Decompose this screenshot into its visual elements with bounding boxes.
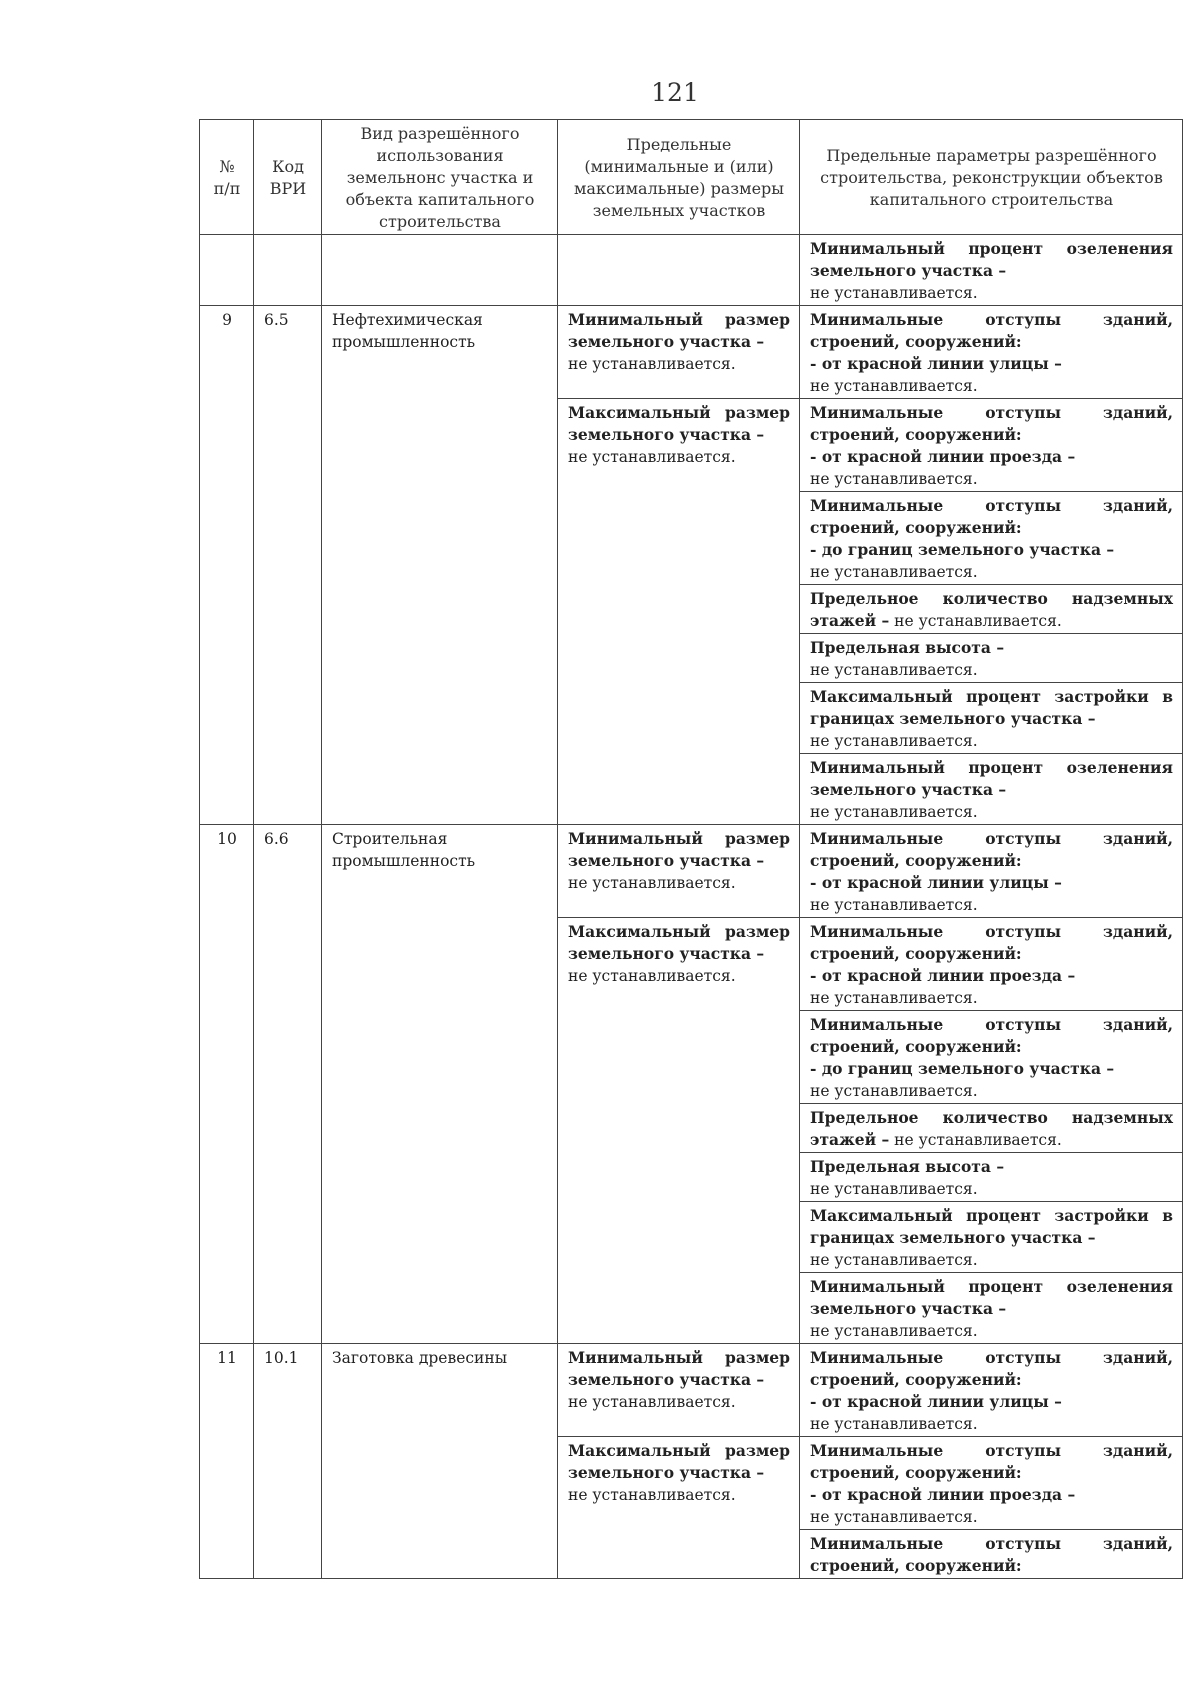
param-cell	[800, 1437, 1183, 1530]
max-size-value: не устанавливается.	[568, 1486, 736, 1504]
param-cell	[800, 1202, 1183, 1273]
param-cell	[800, 634, 1183, 683]
param-title: Минимальные отступы зданий, строений, сооружений:	[810, 403, 1173, 444]
section-row	[200, 825, 1183, 918]
param-detail: - до границ земельного участка –	[810, 540, 1115, 559]
param-value: не устанавливается.	[810, 661, 978, 679]
carry-over-row	[200, 235, 1183, 306]
param-cell	[800, 1153, 1183, 1202]
param-title: Минимальный процент озеленения земельного участка –	[810, 239, 1173, 280]
param-value: не устанавливается.	[810, 563, 978, 581]
min-size-title: Минимальный размер земельного участка –	[568, 310, 790, 351]
param-value: не устанавливается.	[810, 470, 978, 488]
min-size-cell	[558, 306, 800, 399]
row-use-type: Нефтехимическая промышленность	[322, 306, 558, 825]
header-params: Предельные параметры разрешённого строительства, реконструкции объектов капитального строительства	[800, 120, 1183, 235]
min-size-title: Минимальный размер земельного участка –	[568, 1348, 790, 1389]
param-title: Минимальные отступы зданий, строений, сооружений:	[810, 1441, 1173, 1482]
min-size-value: не устанавливается.	[568, 874, 736, 892]
param-cell	[800, 1273, 1183, 1344]
max-size-value: не устанавливается.	[568, 448, 736, 466]
min-size-value: не устанавливается.	[568, 355, 736, 373]
min-size-value: не устанавливается.	[568, 1393, 736, 1411]
max-size-cell	[558, 399, 800, 825]
param-value: не устанавливается.	[810, 1180, 978, 1198]
cell-empty	[558, 235, 800, 306]
param-cell	[800, 585, 1183, 634]
header-code: Код ВРИ	[254, 120, 322, 235]
header-vid: Вид разрешённого использования земельнонс участка и объекта капитального строительства	[322, 120, 558, 235]
param-cell	[800, 1011, 1183, 1104]
section-row	[200, 306, 1183, 399]
row-number: 11	[200, 1344, 254, 1579]
page-number: 121	[651, 78, 699, 107]
param-cell	[800, 918, 1183, 1011]
max-size-value: не устанавливается.	[568, 967, 736, 985]
param-value: не устанавливается.	[810, 1251, 978, 1269]
section-row	[200, 1344, 1183, 1437]
param-title: Минимальный процент озеленения земельного участка –	[810, 1277, 1173, 1318]
param-title: Предельное количество надземных этажей –	[810, 1108, 1173, 1149]
param-value: не устанавливается.	[810, 803, 978, 821]
param-cell	[800, 1104, 1183, 1153]
max-size-cell	[558, 1437, 800, 1579]
param-value: не устанавливается.	[810, 1508, 978, 1526]
param-value: не устанавливается.	[810, 1415, 978, 1433]
max-size-title: Максимальный размер земельного участка –	[568, 403, 790, 444]
row-number: 9	[200, 306, 254, 825]
param-cell	[800, 492, 1183, 585]
param-detail: - от красной линии улицы –	[810, 354, 1062, 373]
cell-empty	[200, 235, 254, 306]
param-detail: - от красной линии улицы –	[810, 1392, 1062, 1411]
param-value: не устанавливается.	[810, 896, 978, 914]
param-title: Минимальные отступы зданий, строений, сооружений:	[810, 1534, 1173, 1575]
regulations-table	[199, 119, 1183, 1579]
param-value: не устанавливается.	[889, 612, 1062, 630]
param-title: Минимальные отступы зданий, строений, сооружений:	[810, 922, 1173, 963]
cell-empty	[322, 235, 558, 306]
param-title: Предельная высота –	[810, 1157, 1005, 1176]
param-cell	[800, 754, 1183, 825]
param-cell	[800, 306, 1183, 399]
row-code: 6.6	[254, 825, 322, 1344]
param-title: Минимальные отступы зданий, строений, сооружений:	[810, 1015, 1173, 1056]
param-value: не устанавливается.	[810, 1322, 978, 1340]
min-size-cell	[558, 825, 800, 918]
row-code: 10.1	[254, 1344, 322, 1579]
param-cell	[800, 825, 1183, 918]
param-cell	[800, 1344, 1183, 1437]
param-cell	[800, 235, 1183, 306]
param-value: не устанавливается.	[810, 732, 978, 750]
param-cell	[800, 1530, 1183, 1579]
param-title: Максимальный процент застройки в границах земельного участка –	[810, 1206, 1173, 1247]
min-size-cell	[558, 1344, 800, 1437]
param-title: Предельная высота –	[810, 638, 1005, 657]
param-title: Минимальные отступы зданий, строений, сооружений:	[810, 310, 1173, 351]
param-title: Максимальный процент застройки в границах земельного участка –	[810, 687, 1173, 728]
param-title: Минимальные отступы зданий, строений, сооружений:	[810, 829, 1173, 870]
max-size-cell	[558, 918, 800, 1344]
param-value: не устанавливается.	[810, 1082, 978, 1100]
param-title: Минимальный процент озеленения земельного участка –	[810, 758, 1173, 799]
param-detail: - от красной линии проезда –	[810, 1485, 1076, 1504]
header-num: № п/п	[200, 120, 254, 235]
row-use-type: Заготовка древесины	[322, 1344, 558, 1579]
param-detail: - до границ земельного участка –	[810, 1059, 1115, 1078]
param-title: Предельное количество надземных этажей –	[810, 589, 1173, 630]
row-code: 6.5	[254, 306, 322, 825]
header-size: Предельные (минимальные и (или) максимальные) размеры земельных участков	[558, 120, 800, 235]
max-size-title: Максимальный размер земельного участка –	[568, 1441, 790, 1482]
param-title: Минимальные отступы зданий, строений, сооружений:	[810, 1348, 1173, 1389]
param-value: не устанавливается.	[810, 377, 978, 395]
param-value: не устанавливается.	[810, 989, 978, 1007]
max-size-title: Максимальный размер земельного участка –	[568, 922, 790, 963]
cell-empty	[254, 235, 322, 306]
param-detail: - от красной линии проезда –	[810, 966, 1076, 985]
param-cell	[800, 399, 1183, 492]
param-value: не устанавливается.	[889, 1131, 1062, 1149]
row-number: 10	[200, 825, 254, 1344]
param-value: не устанавливается.	[810, 284, 978, 302]
min-size-title: Минимальный размер земельного участка –	[568, 829, 790, 870]
param-title: Минимальные отступы зданий, строений, сооружений:	[810, 496, 1173, 537]
param-detail: - от красной линии проезда –	[810, 447, 1076, 466]
header-row	[200, 120, 1183, 235]
param-detail: - от красной линии улицы –	[810, 873, 1062, 892]
row-use-type: Строительная промышленность	[322, 825, 558, 1344]
param-cell	[800, 683, 1183, 754]
